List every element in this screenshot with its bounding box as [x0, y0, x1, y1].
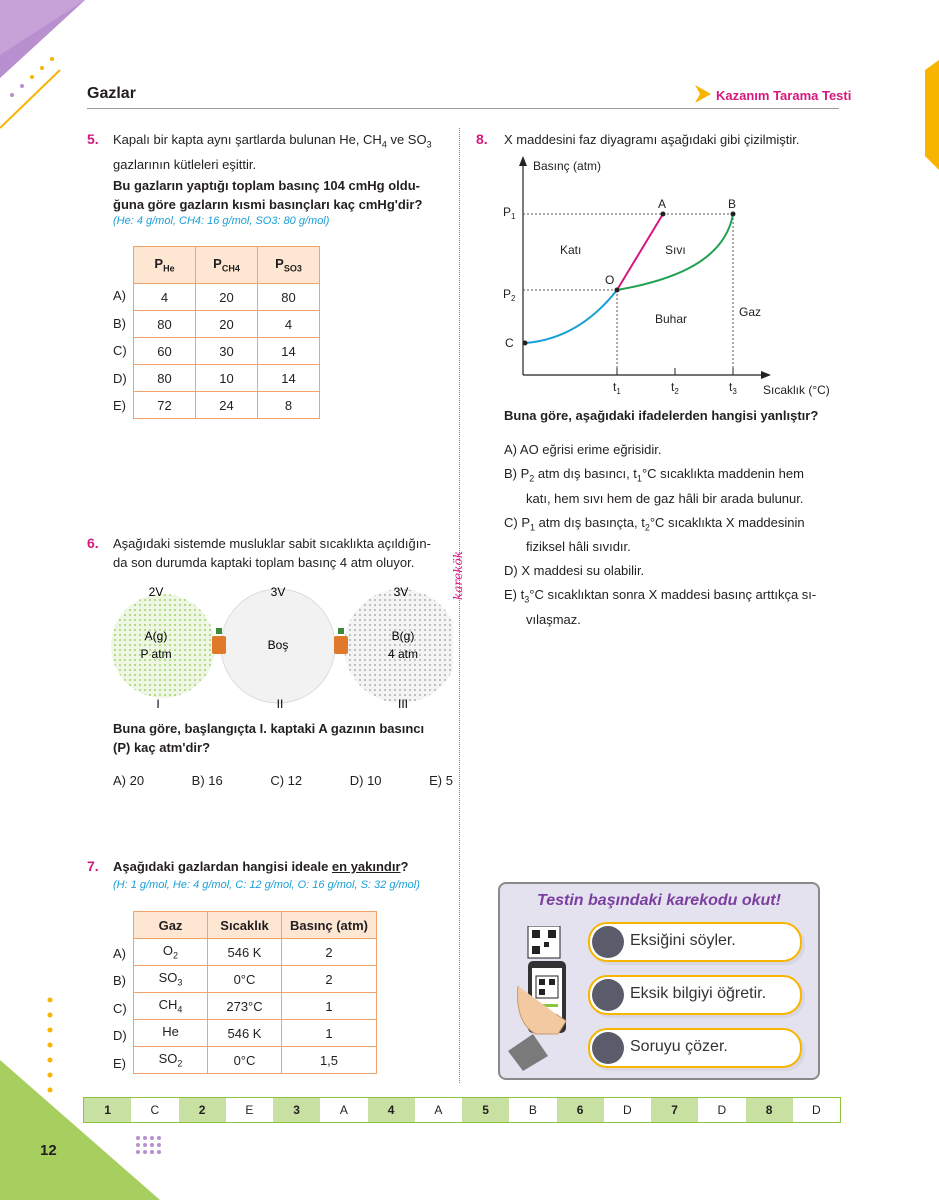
table-row: 80 20 4 [134, 311, 320, 338]
option-label[interactable]: C) [113, 1001, 127, 1016]
answer-key-cell: 3 [273, 1098, 320, 1122]
p1-label: $P_1$ [503, 205, 516, 221]
option[interactable]: E) 5 [429, 773, 453, 788]
document-icon [592, 926, 624, 958]
question-5-options-table: $P_{He}$ $P_{CH4}$ $P_{SO3}$ 4 20 80 80 20 4 60 30 14 80 10 14 72 24 8 [133, 246, 320, 419]
question-7-number: 7. [87, 858, 99, 874]
answer-key-cell: 1 [84, 1098, 131, 1122]
question-6-number: 6. [87, 535, 99, 551]
table-row: 72 24 8 [134, 392, 320, 419]
answer-key-cell: C [150, 1103, 160, 1117]
answer-key-cell: 8 [746, 1098, 793, 1122]
point-c: C [505, 336, 514, 350]
table-row: $SO_3$ 0°C 2 [134, 966, 377, 993]
question-6-prompt: Buna göre, başlangıçta I. kaptaki A gazının basıncı (P) kaç atm'dir? [113, 721, 425, 755]
container-1-gas: A(g) [144, 629, 168, 643]
option-label[interactable]: E) [113, 1056, 126, 1071]
answer-key-cell: 6 [557, 1098, 604, 1122]
answer-key-cell: D [717, 1103, 727, 1117]
corner-decoration-right [925, 60, 939, 170]
region-gas: Gaz [739, 305, 762, 319]
question-8-prompt: Buna göre, aşağıdaki ifadelerden hangisi yanlıştır? [504, 408, 819, 423]
t2-label: $t_2$ [671, 380, 679, 396]
option[interactable]: B) $P_2$ atm dış basıncı, $t_1^\circ C$ sıcaklıkta maddenin hem katı, hem sıvı hem de gaz hâli bir arada bulunur. [504, 466, 804, 506]
btn-eksik-bilgiyi-ogretir[interactable]: Eksik bilgiyi öğretir. [588, 975, 802, 1015]
region-solid: Katı [560, 243, 582, 257]
option[interactable]: B) 16 [191, 773, 223, 788]
question-5-stem: Kapalı bir kapta aynı şartlarda bulunan He, $CH_4$ ve $SO_3$ gazlarının kütleleri eşittir. [113, 132, 432, 172]
question-7-hint: (H: 1 g/mol, He: 4 g/mol, C: 12 g/mol, O: 16 g/mol, S: 32 g/mol) [113, 879, 420, 891]
point-a: A [658, 197, 667, 211]
answer-key-cell: 4 [368, 1098, 415, 1122]
region-liquid: Sıvı [665, 243, 686, 257]
container-number: II [276, 697, 284, 711]
answer-key-cell: 2 [179, 1098, 226, 1122]
answer-key-cell: 7 [651, 1098, 698, 1122]
volume-label: 3V [270, 585, 286, 599]
question-8-options [504, 440, 844, 629]
question-5-number: 5. [87, 131, 99, 147]
p2-label: $P_2$ [503, 287, 516, 303]
container-number: I [156, 697, 160, 711]
option-label[interactable]: A) [113, 946, 126, 961]
corner-decoration-top [0, 0, 90, 140]
table-row: 80 10 14 [134, 365, 320, 392]
container-diagram [108, 578, 453, 713]
btn-soruyu-cozer[interactable]: Soruyu çözer. [588, 1028, 802, 1068]
option[interactable]: D) 10 [349, 773, 382, 788]
arrow-icon [695, 85, 711, 103]
answer-key-cell: D [623, 1103, 632, 1117]
table-row: 4 20 80 [134, 284, 320, 311]
option-label[interactable]: D) [113, 1028, 127, 1043]
qr-panel-title: Testin başındaki karekodu okut! [537, 892, 781, 909]
container-3-pressure: 4 atm [387, 647, 419, 661]
option[interactable]: C) 12 [270, 773, 303, 788]
question-5-hint: (He: 4 g/mol, CH4: 16 g/mol, SO3: 80 g/mol) [113, 215, 330, 227]
answer-key-cell: E [245, 1103, 254, 1117]
question-5-prompt: Bu gazların yaptığı toplam basınç 104 cmHg oldu- ğuna göre gazların kısmi basınçları kaç cmHg'dir? [113, 178, 423, 212]
question-8-number: 8. [476, 131, 488, 147]
option[interactable]: C) $P_1$ atm dış basınçta, $t_2^\circ C$ sıcaklıkta X maddesinin fiziksel hâli sıvıdır. [504, 514, 805, 555]
header-rule [87, 108, 839, 109]
option-label[interactable]: B) [113, 316, 126, 331]
question-7-prompt: Aşağıdaki gazlardan hangisi ideale en yakındır? [113, 859, 409, 874]
table-row: He 546 K 1 [134, 1020, 377, 1047]
t1-label: $t_1$ [613, 380, 621, 396]
answer-key-cell: A [339, 1103, 348, 1117]
question-7-options-table: Gaz Sıcaklık Basınç (atm) $O_2$ 546 K 2 $SO_3$ 0°C 2 $CH_4$ 273°C 1 He 546 K 1 $SO_2$ 0°C 1,5 [133, 911, 377, 1074]
answer-key [83, 1097, 841, 1123]
question-8-stem: X maddesini faz diyagramı aşağıdaki gibi çizilmiştir. [504, 132, 800, 147]
table-row: $O_2$ 546 K 2 [134, 939, 377, 966]
container-2-label: Boş [267, 638, 289, 652]
x-axis-label: Sıcaklık (°C) [763, 383, 830, 397]
btn-eksigini-soyler[interactable]: Eksiğini söyler. [588, 922, 802, 962]
option-label[interactable]: D) [113, 371, 127, 386]
table-row: 60 30 14 [134, 338, 320, 365]
y-axis-label: Basınç (atm) [533, 159, 602, 173]
page-number: 12 [40, 1142, 57, 1159]
table-row: $SO_2$ 0°C 1,5 [134, 1047, 377, 1074]
qr-panel [498, 882, 820, 1080]
teacher-icon [592, 979, 624, 1011]
column-divider [459, 128, 460, 1083]
option[interactable]: A) 20 [113, 773, 145, 788]
t3-label: $t_3$ [729, 380, 737, 396]
volume-label: 3V [393, 585, 409, 599]
answer-key-cell: 5 [462, 1098, 509, 1122]
option[interactable]: A) AO eğrisi erime eğrisidir. [504, 442, 662, 457]
table-row: $CH_4$ 273°C 1 [134, 993, 377, 1020]
option-label[interactable]: C) [113, 343, 127, 358]
question-6-options [113, 771, 453, 790]
answer-key-cell: D [812, 1103, 821, 1117]
container-1-pressure: P atm [140, 647, 172, 661]
point-b: B [728, 197, 737, 211]
region-vapor: Buhar [655, 312, 688, 326]
option-label[interactable]: E) [113, 398, 126, 413]
container-3-gas: B(g) [391, 629, 415, 643]
volume-label: 2V [148, 585, 164, 599]
option[interactable]: E) $t_3^\circ C$ sıcaklıktan sonra X maddesi basınç arttıkça sı- vılaşmaz. [504, 587, 817, 627]
side-label: karekök [451, 550, 465, 600]
option-label[interactable]: A) [113, 288, 126, 303]
container-number: III [397, 697, 409, 711]
question-6-stem: Aşağıdaki sistemde musluklar sabit sıcaklıkta açıldığın- da son durumda kaptaki toplam basınç 4 atm oluyor. [113, 536, 431, 570]
answer-key-cell: B [528, 1103, 537, 1117]
test-type-label: Kazanım Tarama Testi [716, 88, 852, 103]
phone-icon [508, 926, 588, 1071]
point-o: O [605, 273, 615, 287]
answer-key-cell: A [434, 1103, 443, 1117]
option-label[interactable]: B) [113, 973, 126, 988]
play-icon [592, 1032, 624, 1064]
phase-diagram [495, 150, 850, 402]
page-title: Gazlar [87, 85, 136, 102]
option[interactable]: D) X maddesi su olabilir. [504, 563, 645, 579]
